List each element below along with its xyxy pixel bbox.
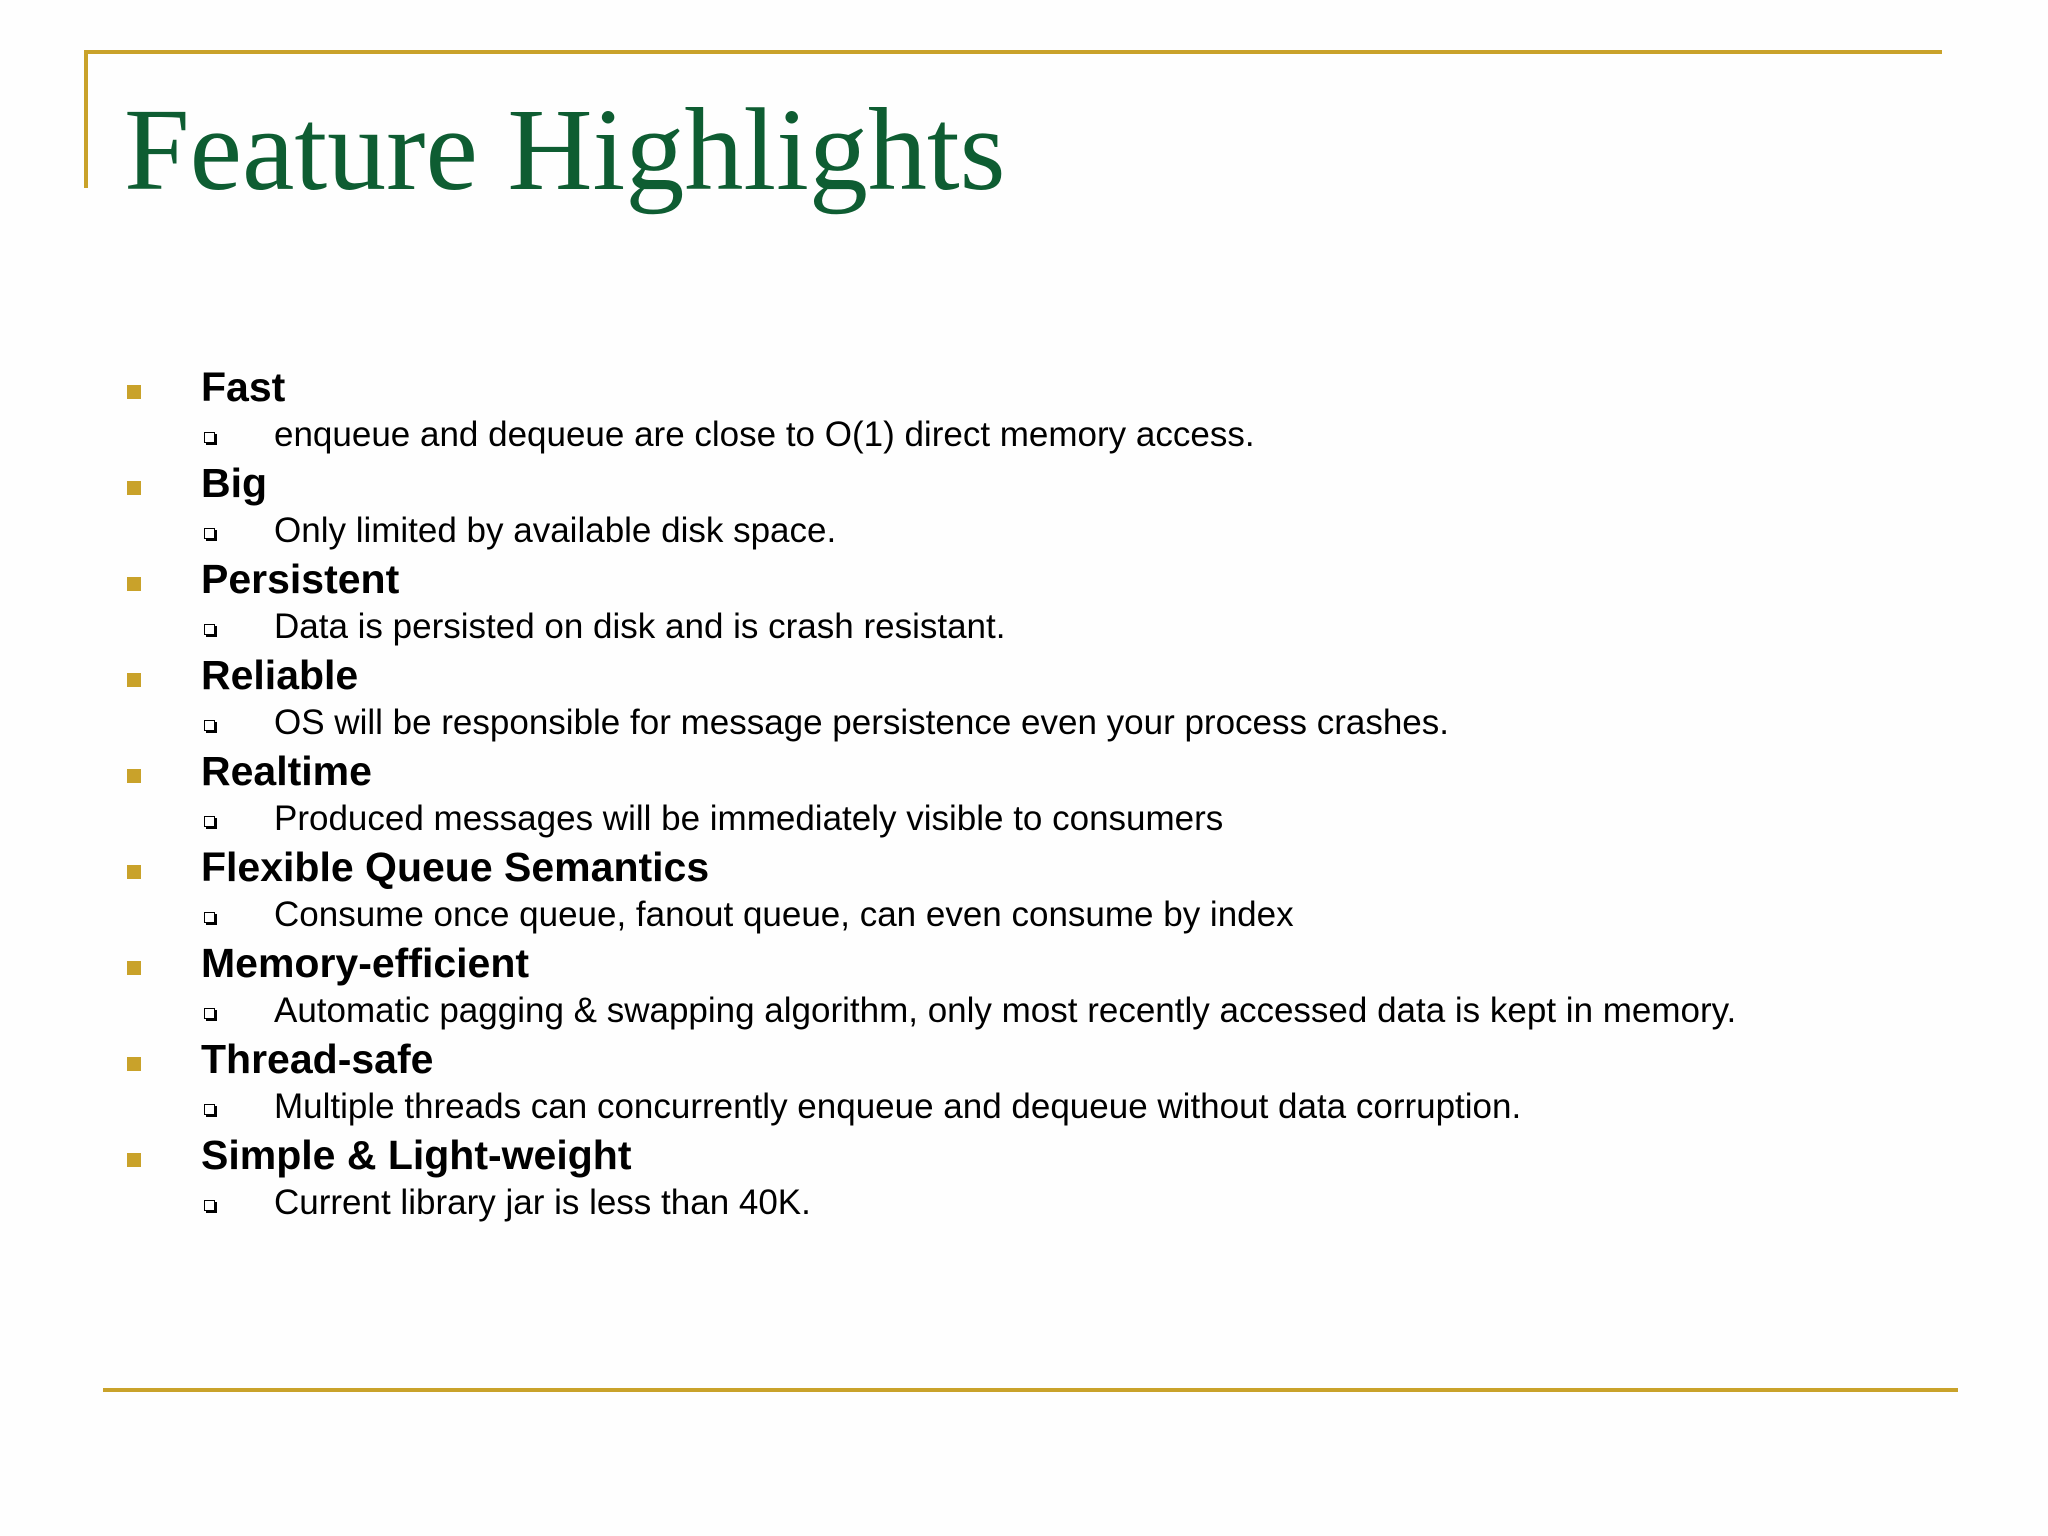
feature-item	[124, 1032, 1944, 1128]
feature-heading-row	[124, 840, 1924, 894]
feature-heading-row	[124, 1032, 1924, 1086]
checkbox-bullet-icon	[204, 624, 215, 635]
feature-heading-row	[124, 456, 1924, 510]
feature-heading: Flexible Queue Semantics	[201, 844, 710, 890]
feature-heading: Thread-safe	[201, 1036, 434, 1082]
checkbox-bullet-icon	[204, 1104, 215, 1115]
feature-heading: Simple & Light-weight	[201, 1132, 632, 1178]
feature-heading: Persistent	[201, 556, 400, 602]
feature-list	[124, 360, 1944, 1224]
square-bullet-icon	[127, 577, 141, 591]
feature-detail: Produced messages will be immediately visible to consumers	[274, 799, 1224, 838]
feature-detail: Multiple threads can concurrently enqueue and dequeue without data corruption.	[274, 1087, 1522, 1126]
feature-detail: Data is persisted on disk and is crash resistant.	[274, 607, 1006, 646]
checkbox-bullet-icon	[204, 528, 215, 539]
checkbox-bullet-icon	[204, 912, 215, 923]
square-bullet-icon	[127, 481, 141, 495]
square-bullet-icon	[127, 385, 141, 399]
feature-detail-row	[124, 798, 1924, 840]
feature-heading-row	[124, 1128, 1924, 1182]
checkbox-bullet-icon	[204, 720, 215, 731]
square-bullet-icon	[127, 769, 141, 783]
feature-detail-row	[124, 702, 1924, 744]
feature-item	[124, 456, 1944, 552]
feature-heading: Big	[201, 460, 268, 506]
feature-item	[124, 744, 1944, 840]
feature-detail: OS will be responsible for message persistence even your process crashes.	[274, 703, 1449, 742]
feature-item	[124, 552, 1944, 648]
square-bullet-icon	[127, 865, 141, 879]
feature-detail: Automatic pagging & swapping algorithm, only most recently accessed data is kept in memory.	[274, 991, 1737, 1030]
feature-item	[124, 936, 1944, 1032]
feature-detail: Only limited by available disk space.	[274, 511, 837, 550]
square-bullet-icon	[127, 961, 141, 975]
square-bullet-icon	[127, 1057, 141, 1071]
feature-heading-row	[124, 360, 1924, 414]
checkbox-bullet-icon	[204, 816, 215, 827]
feature-item	[124, 360, 1944, 456]
square-bullet-icon	[127, 1153, 141, 1167]
feature-detail: Current library jar is less than 40K.	[274, 1183, 811, 1222]
checkbox-bullet-icon	[204, 1200, 215, 1211]
feature-detail-row	[124, 606, 1924, 648]
footer-rule	[103, 1388, 1958, 1392]
feature-detail-row	[124, 510, 1924, 552]
feature-detail-row	[124, 414, 1924, 456]
feature-detail-row	[124, 990, 1924, 1032]
feature-item	[124, 648, 1944, 744]
feature-item	[124, 840, 1944, 936]
feature-heading-row	[124, 648, 1924, 702]
feature-heading-row	[124, 552, 1924, 606]
checkbox-bullet-icon	[204, 1008, 215, 1019]
feature-detail: Consume once queue, fanout queue, can even consume by index	[274, 895, 1294, 934]
checkbox-bullet-icon	[204, 432, 215, 443]
feature-heading: Fast	[201, 364, 286, 410]
feature-detail-row	[124, 1182, 1924, 1224]
feature-heading: Reliable	[201, 652, 359, 698]
feature-heading-row	[124, 936, 1924, 990]
feature-heading: Memory-efficient	[201, 940, 530, 986]
frame-left-rule	[84, 50, 88, 188]
feature-detail: enqueue and dequeue are close to O(1) direct memory access.	[274, 415, 1255, 454]
feature-heading: Realtime	[201, 748, 372, 794]
feature-detail-row	[124, 894, 1924, 936]
slide-title: Feature Highlights	[124, 84, 1006, 215]
square-bullet-icon	[127, 673, 141, 687]
feature-item	[124, 1128, 1944, 1224]
frame-top-rule	[84, 50, 1942, 54]
feature-heading-row	[124, 744, 1924, 798]
feature-detail-row	[124, 1086, 1924, 1128]
